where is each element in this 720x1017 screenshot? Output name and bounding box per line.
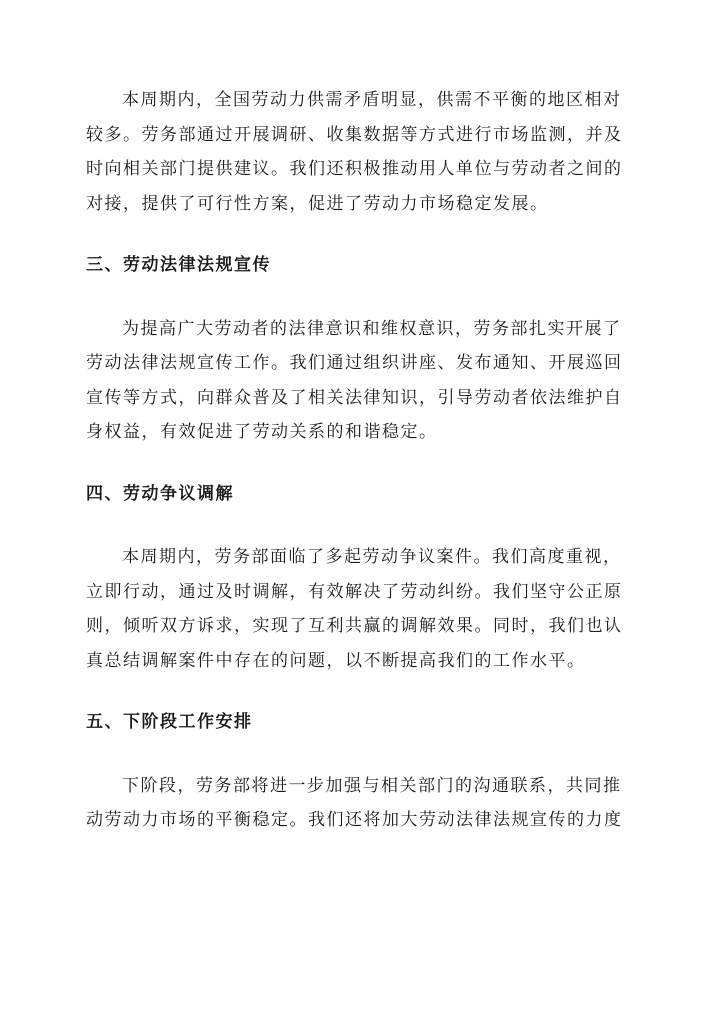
paragraph-line: 本周期内，全国劳动力供需矛盾明显，供需不平衡的地区相对 (122, 90, 622, 110)
paragraph-line: 对接，提供了可行性方案，促进了劳动力市场稳定发展。 (86, 193, 549, 214)
paragraph-line: 较多。劳务部通过开展调研、收集数据等方式进行市场监测，并及 (86, 124, 623, 145)
section-heading-law-publicity: 三、劳动法律法规宣传 (86, 255, 271, 275)
paragraph-line: 身权益，有效促进了劳动关系的和谐稳定。 (86, 422, 438, 442)
section-heading-next-steps: 五、下阶段工作安排 (86, 712, 253, 732)
section-heading-dispute-mediation: 四、劳动争议调解 (86, 483, 234, 504)
paragraph-next-steps (86, 769, 634, 838)
paragraph-dispute-mediation (86, 540, 634, 678)
paragraph-line: 劳动法律法规宣传工作。我们通过组织讲座、发布通知、开展巡回 (86, 353, 623, 373)
document-body (86, 83, 634, 838)
paragraph-line: 则，倾听双方诉求，实现了互利共赢的调解效果。同时，我们也认 (86, 616, 623, 636)
paragraph-labor-market (86, 83, 634, 221)
paragraph-line: 本周期内，劳务部面临了多起劳动争议案件。我们高度重视， (122, 547, 622, 567)
paragraph-law-publicity (86, 312, 634, 450)
paragraph-line: 宣传等方式，向群众普及了相关法律知识，引导劳动者依法维护自 (86, 387, 623, 408)
paragraph-line: 为提高广大劳动者的法律意识和维权意识，劳务部扎实开展了 (122, 318, 622, 339)
paragraph-line: 真总结调解案件中存在的问题，以不断提高我们的工作水平。 (86, 650, 586, 671)
paragraph-line: 时向相关部门提供建议。我们还积极推动用人单位与劳动者之间的 (86, 159, 623, 179)
paragraph-line: 下阶段，劳务部将进一步加强与相关部门的沟通联系，共同推 (122, 775, 622, 796)
paragraph-line: 动劳动力市场的平衡稳定。我们还将加大劳动法律法规宣传的力度 (86, 810, 623, 830)
paragraph-line: 立即行动，通过及时调解，有效解决了劳动纠纷。我们坚守公正原 (86, 581, 623, 602)
